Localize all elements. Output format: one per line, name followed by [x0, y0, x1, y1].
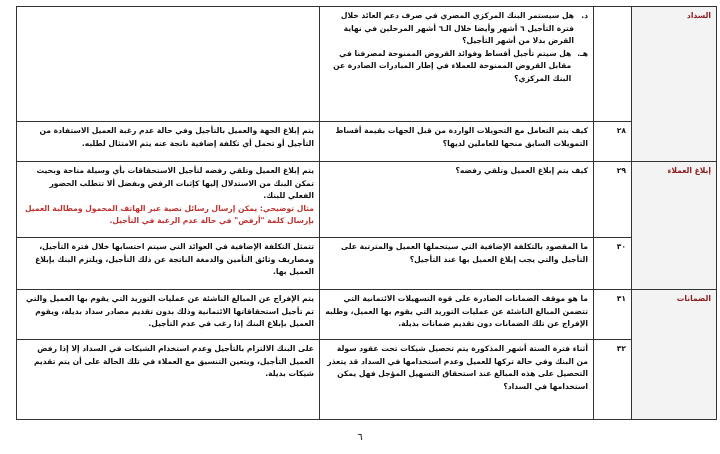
section-cell-guarantees: الضمانات [632, 290, 717, 420]
table-row [17, 238, 717, 290]
answer-cell [17, 162, 320, 238]
example-label: مثال توضيحي: [259, 203, 314, 213]
row-number: ٣١ [594, 290, 632, 340]
answer-cell: تتمثل التكلفة الإضافية في العوائد التي سيتم احتسابها خلال فترة التأجيل، ومصاريف وثائق التأمين والدمغة الناتجة عن ذلك التأجيل، ويلتزم البنك بإبلاغ العميل بها. [17, 238, 320, 290]
answer-cell: يتم الإفراج عن المبالغ الناشئة عن عمليات التوريد التي يقوم بها العميل والتي تم تأجيل استحقاقاتها الائتمانية وذلك بدون تقديم مصادر سداد بديلة، ويقوم العميل بإبلاغ البنك إذا رغب في عدم التأجيل. [17, 290, 320, 340]
row-number: ٢٨ [594, 122, 632, 162]
table-row [17, 162, 717, 238]
row-number: ٣٢ [594, 340, 632, 420]
table-row [17, 290, 717, 340]
question-cell [320, 7, 594, 122]
table-row [17, 122, 717, 162]
item-label: د. [581, 11, 588, 20]
question-cell: كيف يتم التعامل مع التحويلات الواردة من قبل الجهات بقيمة أقساط التمويلات السابق منحها للعاملين لديها؟ [320, 122, 594, 162]
table-row [17, 340, 717, 420]
question-cell: ما المقصود بالتكلفة الإضافية التي سيتحملها العميل والمترتبة على التأجيل والتي يجب إبلاغ العميل بها عند التأجيل؟ [320, 238, 594, 290]
section-cell-notify-clients: إبلاغ العملاء [632, 162, 717, 290]
page-number: ٦ [357, 432, 363, 443]
faq-table [16, 6, 717, 420]
question-cell: كيف يتم إبلاغ العميل وتلقي رفضه؟ [320, 162, 594, 238]
question-item [325, 48, 588, 86]
answer-cell: على البنك الالتزام بالتأجيل وعدم استخدام الشيكات في السداد إلا إذا رفض العميل التأجيل، ويتعين التنسيق مع العملاء في تلك الحالة على أن يتم تقديم شيكات بديلة. [17, 340, 320, 420]
answer-cell: يتم إبلاغ الجهة والعميل بالتأجيل وفي حالة عدم رغبة العميل الاستفادة من التأجيل أو تحمل أي تكلفة إضافية ناتجة عنه يتم الامتثال لطلبه. [17, 122, 320, 162]
section-cell-payment: السداد [632, 7, 717, 162]
table-row [17, 7, 717, 122]
example-text: يمكن إرسال رسائل نصية عبر الهاتف المحمول ومطالبة العميل بإرسال كلمة "أرفض" في حالة عدم الرغبة في التأجيل. [25, 203, 314, 226]
row-number: ٢٩ [594, 162, 632, 238]
row-number [594, 7, 632, 122]
item-text: هل سيستمر البنك المركزي المصري في صرف دعم العائد خلال فترة التأجيل ٦ أشهر وأيضا خلال الـ٦ أشهر المرحلين في نهاية القرض بدلا من أشهر التأجيل؟ [340, 11, 574, 46]
answer-cell [17, 7, 320, 122]
question-item [325, 10, 588, 48]
question-cell: أثناء فترة الستة أشهر المذكورة يتم تحصيل شيكات تحت عقود سولة من البنك وفي حالة تركها للعميل وعدم استخدامها في السداد قد يتعذر التحصيل على هذه المبالغ عند استحقاق التسهيل المؤجل فهل يمكن استخدامها في السداد؟ [320, 340, 594, 420]
example-block [22, 203, 314, 228]
item-label: هـ. [577, 48, 588, 58]
item-text: هل سيتم تأجيل أقساط وفوائد القروض الممنوحة لمصرفنا في مقابل القروض الممنوحة للعملاء في إطار المبادرات الصادرة عن البنك المركزي؟ [333, 48, 572, 83]
answer-text: يتم إبلاغ العميل وتلقي رفضه لتأجيل الاستحقاقات بأي وسيلة متاحة وبحيث تمكن البنك من الاستدلال إليها كإثبات الرفض وبفضل ألا تتطلب الحضور الفعلي للبنك. [36, 166, 314, 201]
row-number: ٣٠ [594, 238, 632, 290]
question-cell: ما هو موقف الضمانات الصادرة على قوة التسهيلات الائتمانية التي تتضمن المبالغ الناشئة عن عمليات التوريد التي يقوم بها العميل، وطلبه الإفراج عن تلك الضمانات دون تقديم ضمانات بديلة. [320, 290, 594, 340]
